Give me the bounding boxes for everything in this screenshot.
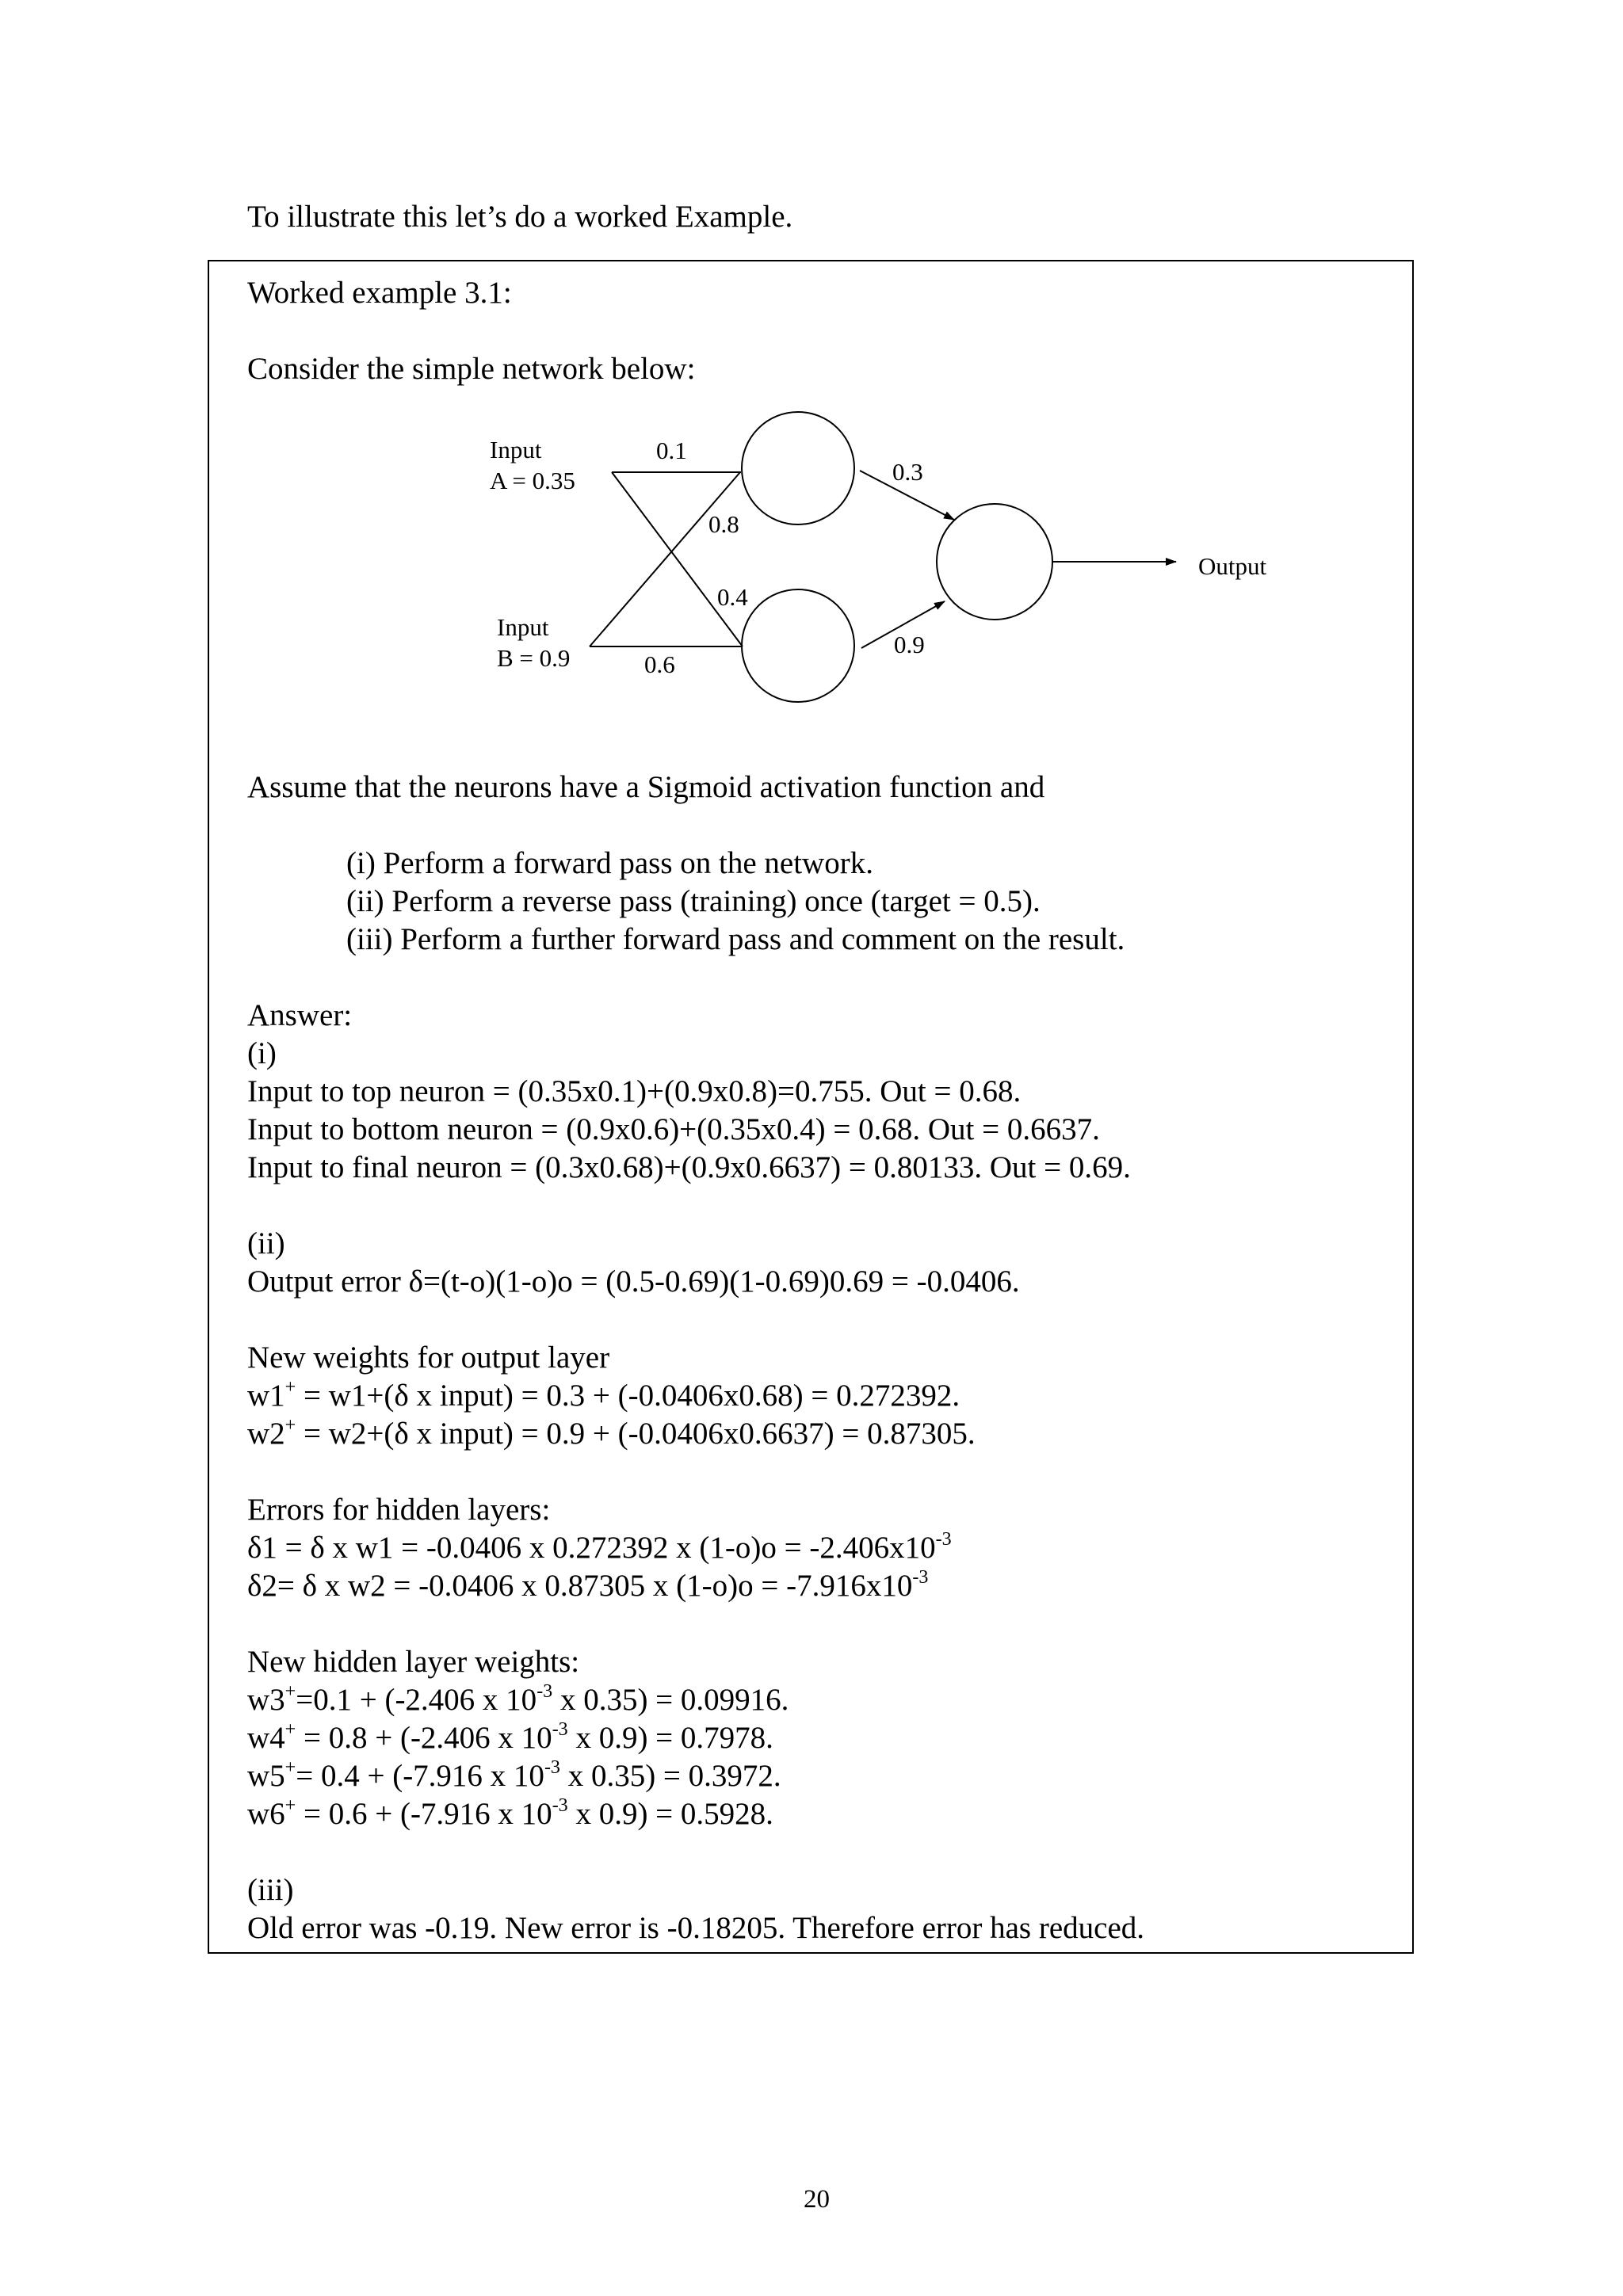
bottom-hidden-neuron (742, 589, 854, 702)
network-diagram (0, 0, 1623, 792)
output-label: Output (1198, 552, 1267, 580)
hidden-weights-heading: New hidden layer weights: (247, 1645, 580, 1679)
output-error-line: Output error δ=(t-o)(1-o)o = (0.5-0.69)(1-0.69)0.69 = -0.0406. (247, 1264, 1020, 1299)
weight-b-bottom: 0.6 (644, 650, 675, 678)
edge-b-top (590, 472, 740, 646)
input-b-label: Input (497, 613, 549, 641)
input-a-label: Input (490, 436, 542, 463)
part-iii-label: (iii) (247, 1873, 294, 1907)
w6-update-line: w6+ = 0.6 + (-7.916 x $10^{-3}$ x 0.9) = 0.5928. (247, 1795, 773, 1831)
part-i-line-2: Input to bottom neuron = (0.9x0.6)+(0.35x0.4) = 0.68. Out = 0.6637. (247, 1112, 1100, 1146)
weight-bottom-output: 0.9 (894, 631, 925, 658)
answer-heading: Answer: (247, 998, 353, 1032)
part-i-label: (i) (247, 1036, 277, 1070)
w1-update-line: w1+ = w1+(δ x input) = 0.3 + (-0.0406x0.68) = 0.272392. (247, 1377, 960, 1413)
errors-heading: Errors for hidden layers: (247, 1493, 551, 1527)
weight-a-bottom: 0.4 (717, 583, 748, 611)
part-ii-label: (ii) (247, 1226, 285, 1261)
top-hidden-neuron (742, 412, 854, 524)
conclusion-line: Old error was -0.19. New error is -0.18205. Therefore error has reduced. (247, 1911, 1145, 1945)
intro-line: To illustrate this let’s do a worked Example. (247, 200, 793, 234)
w5-update-line: w5+= 0.4 + (-7.916 x $10^{-3}$ x 0.35) = 0.3972. (247, 1757, 781, 1793)
task-3: (iii) Perform a further forward pass and comment on the result. (346, 922, 1125, 956)
w4-update-line: w4+ = 0.8 + (-2.406 x $10^{-3}$ x 0.9) = 0.7978. (247, 1719, 773, 1755)
delta2-line: δ2= δ x w2 = -0.0406 x 0.87305 x $(1-o)o = -7.916x10^{-3}$ (247, 1567, 929, 1603)
output-neuron (937, 504, 1052, 620)
weight-a-top: 0.1 (656, 437, 687, 464)
assume-line: Assume that the neurons have a Sigmoid activation function and (247, 770, 1045, 804)
w2-update-line: w2+ = w2+(δ x input) = 0.9 + (-0.0406x0.6637) = 0.87305. (247, 1415, 976, 1451)
edge-a-bottom (612, 472, 743, 646)
task-2: (ii) Perform a reverse pass (training) once (target = 0.5). (346, 884, 1041, 918)
part-i-line-3: Input to final neuron = (0.3x0.68)+(0.9x0.6637) = 0.80133. Out = 0.69. (247, 1150, 1131, 1184)
example-title: Worked example 3.1: (247, 276, 512, 310)
input-a-value: A = 0.35 (490, 467, 575, 494)
delta1-line: δ1 = δ x w1 = -0.0406 x 0.272392 x $(1-o)o = -2.406x10^{-3}$ (247, 1529, 952, 1565)
weight-b-top: 0.8 (708, 510, 739, 538)
input-b-value: B = 0.9 (497, 644, 571, 672)
consider-line: Consider the simple network below: (247, 352, 696, 386)
page-number: 20 (804, 2185, 830, 2214)
part-i-line-1: Input to top neuron = (0.35x0.1)+(0.9x0.8)=0.755. Out = 0.68. (247, 1074, 1022, 1108)
weight-top-output: 0.3 (892, 458, 923, 486)
w3-update-line: w3+=0.1 + (-2.406 x $10^{-3}$ x 0.35) = 0.09916. (247, 1681, 789, 1717)
task-1: (i) Perform a forward pass on the network. (346, 846, 873, 880)
new-weights-heading: New weights for output layer (247, 1341, 610, 1375)
